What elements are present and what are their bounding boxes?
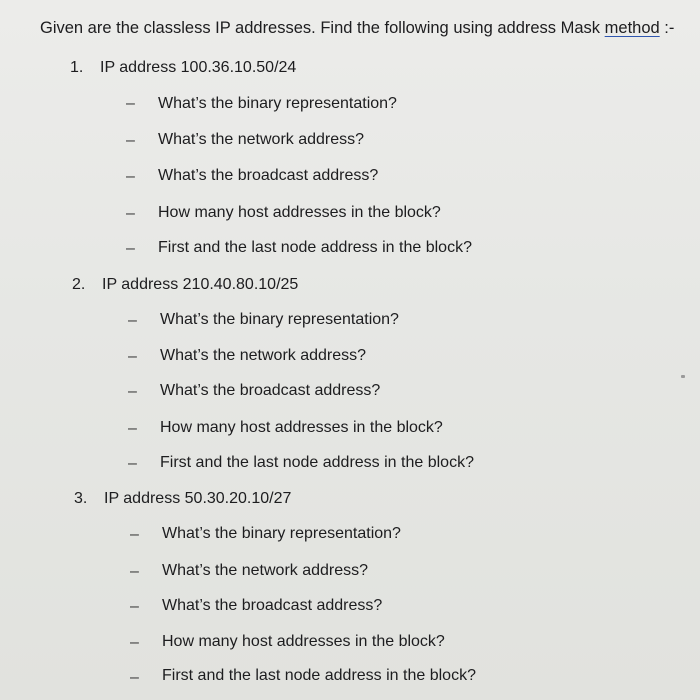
- bullet-dash: –: [128, 348, 137, 365]
- bullet-dash: –: [128, 312, 137, 329]
- sub-question: How many host addresses in the block?: [158, 204, 441, 221]
- sub-question: What’s the binary representation?: [162, 525, 401, 542]
- paper-speck: [681, 375, 685, 378]
- question-2-heading: [72, 276, 298, 294]
- intro-text: Given are the classless IP addresses. Find the following using address Mask: [40, 19, 605, 37]
- bullet-dash: –: [128, 383, 137, 400]
- sub-question: How many host addresses in the block?: [160, 419, 443, 436]
- bullet-dash: –: [130, 526, 139, 543]
- bullet-dash: –: [128, 455, 137, 472]
- question-ip: IP address 100.36.10.50/24: [100, 59, 297, 76]
- sub-question: What’s the network address?: [160, 347, 367, 364]
- question-ip: IP address 50.30.20.10/27: [104, 490, 292, 507]
- bullet-dash: –: [130, 598, 139, 615]
- question-ip: IP address 210.40.80.10/25: [102, 276, 299, 293]
- question-number: 2.: [72, 276, 86, 293]
- question-number: 3.: [74, 490, 88, 507]
- intro-instruction: [40, 19, 674, 38]
- sub-question: What’s the network address?: [158, 131, 365, 148]
- bullet-dash: –: [126, 168, 135, 185]
- bullet-dash: –: [128, 420, 137, 437]
- question-number: 1.: [70, 59, 84, 76]
- question-3-heading: [74, 490, 291, 508]
- sub-question: First and the last node address in the block?: [158, 239, 472, 256]
- bullet-dash: –: [126, 132, 135, 149]
- bullet-dash: –: [130, 634, 139, 651]
- bullet-dash: –: [126, 240, 135, 257]
- bullet-dash: –: [126, 95, 135, 112]
- intro-suffix: :-: [659, 19, 675, 37]
- sub-question: What’s the broadcast address?: [158, 167, 379, 184]
- sub-question: What’s the network address?: [162, 562, 369, 579]
- sub-question: What’s the binary representation?: [158, 95, 397, 112]
- bullet-dash: –: [130, 669, 139, 686]
- intro-underlined-word: method: [604, 19, 660, 37]
- sub-question: How many host addresses in the block?: [162, 633, 445, 650]
- sub-question: What’s the binary representation?: [160, 311, 399, 328]
- sub-question: First and the last node address in the block?: [162, 667, 476, 684]
- bullet-dash: –: [130, 563, 139, 580]
- bullet-dash: –: [126, 205, 135, 222]
- sub-question: First and the last node address in the block?: [160, 454, 474, 471]
- question-1-heading: [70, 59, 296, 77]
- sub-question: What’s the broadcast address?: [162, 597, 383, 614]
- sub-question: What’s the broadcast address?: [160, 382, 381, 399]
